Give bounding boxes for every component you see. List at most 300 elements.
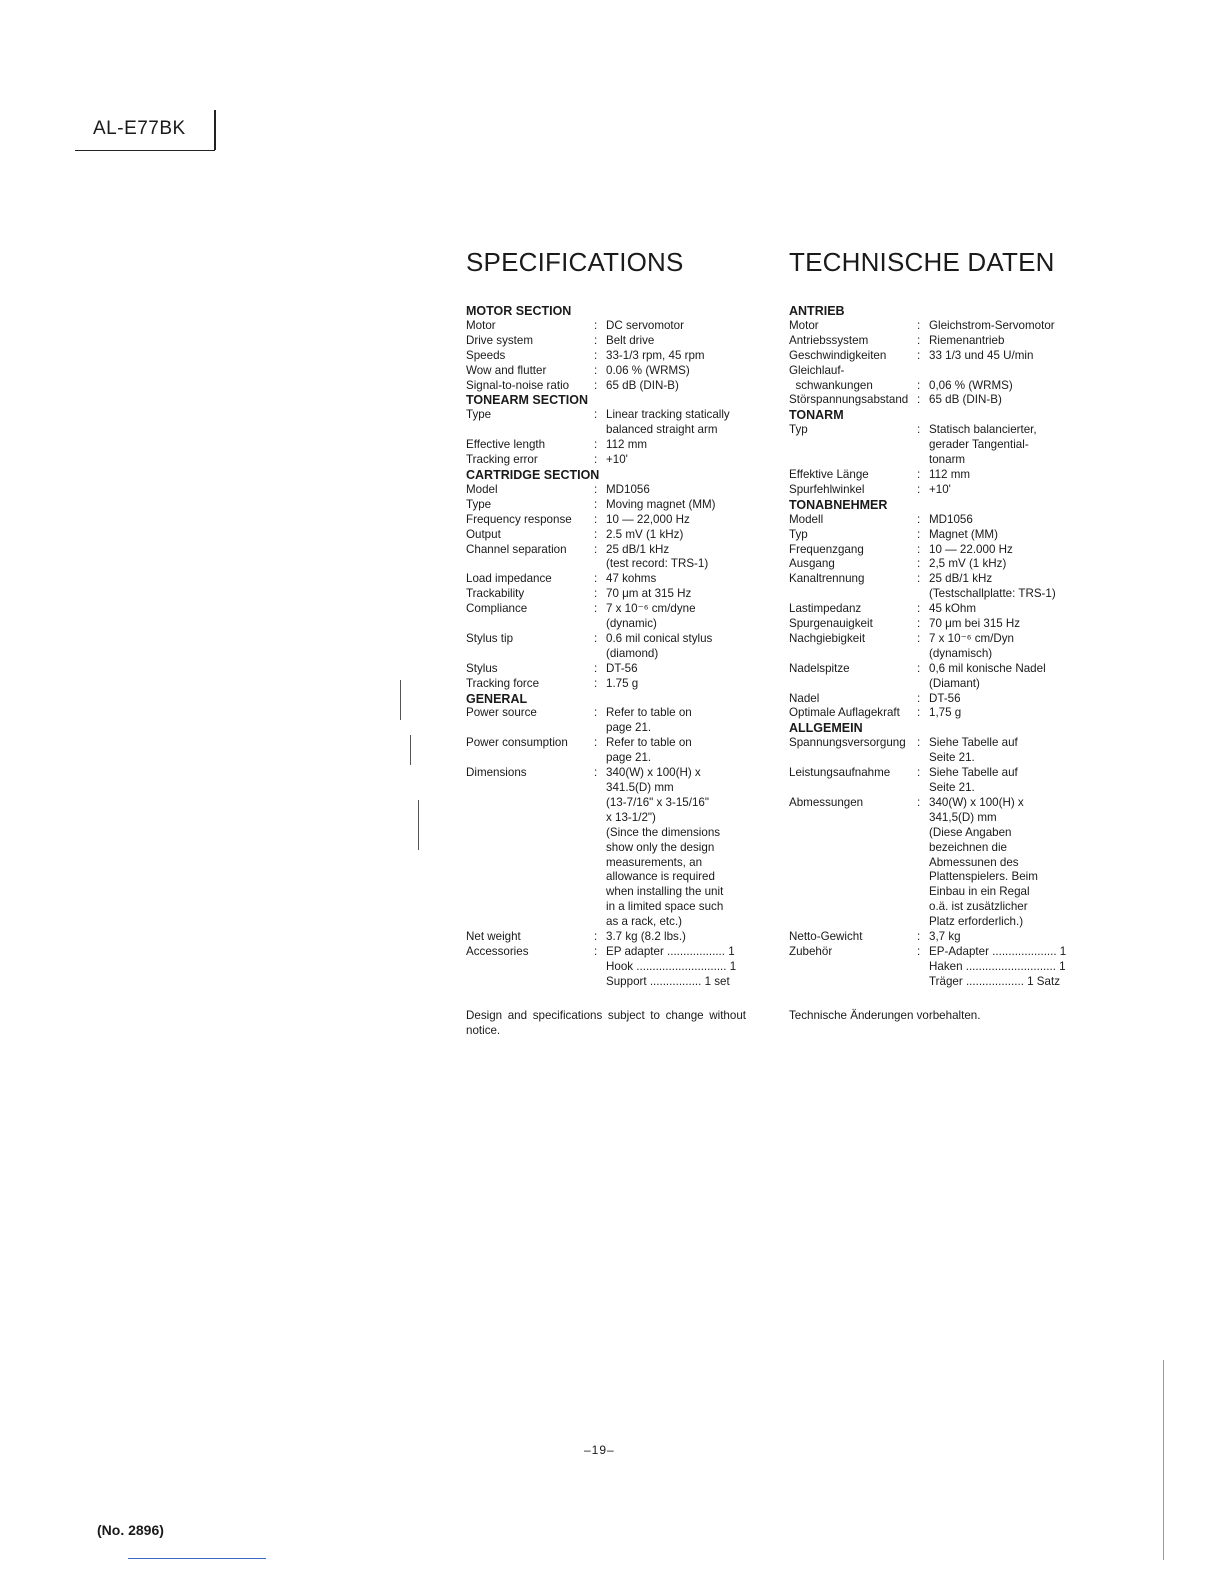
spec-label: Output (466, 527, 501, 541)
spec-separator: : (594, 661, 598, 675)
spec-value (929, 528, 1079, 543)
spec-separator: : (917, 512, 921, 526)
spec-separator: : (594, 348, 598, 362)
spec-row (466, 319, 756, 334)
spec-value-line: Träger .................. 1 Satz (929, 974, 1061, 988)
spec-value-line: (dynamic) (606, 617, 657, 631)
spec-separator: : (594, 512, 598, 526)
spec-separator: : (917, 617, 921, 631)
spec-value-line: 2.5 mV (1 kHz) (606, 527, 684, 541)
spec-value (929, 513, 1079, 528)
spec-label: schwankungen (789, 378, 873, 392)
spec-separator: : (594, 631, 598, 645)
spec-value (929, 468, 1079, 483)
spec-label: Type (466, 497, 492, 511)
spec-label: Lastimpedanz (789, 602, 862, 616)
spec-value-line: 33-1/3 rpm, 45 rpm (606, 348, 705, 362)
spec-value-line: Magnet (MM) (929, 527, 998, 541)
spec-value (929, 379, 1079, 394)
spec-separator: : (917, 944, 921, 958)
spec-value-line: 0,06 % (WRMS) (929, 378, 1013, 392)
spec-label: Drive system (466, 333, 533, 347)
spec-value (606, 543, 756, 573)
spec-separator: : (594, 318, 598, 332)
spec-separator: : (917, 557, 921, 571)
spec-value-line: 70 μm bei 315 Hz (929, 617, 1021, 631)
spec-value (929, 543, 1079, 558)
spec-row (789, 468, 1079, 483)
spec-value-line: 10 — 22.000 Hz (929, 542, 1013, 556)
spec-separator: : (917, 572, 921, 586)
spec-value-line: x 13-1/2") (606, 810, 656, 824)
spec-list-english (466, 304, 756, 990)
spec-row (466, 513, 756, 528)
spec-row (789, 617, 1079, 632)
spec-value-line: Plattenspielers. Beim (929, 870, 1038, 884)
spec-label: Effektive Länge (789, 467, 869, 481)
spec-value (606, 528, 756, 543)
spec-value-line: (diamond) (606, 646, 659, 660)
spec-row (466, 408, 756, 438)
spec-value-line: 112 mm (606, 438, 648, 452)
spec-label: Frequency response (466, 512, 572, 526)
spec-value-line: (Since the dimensions (606, 825, 721, 839)
spec-value-line: Belt drive (606, 333, 655, 347)
spec-label: Abmessungen (789, 795, 864, 809)
spec-row (466, 677, 756, 692)
spec-label: Netto-Gewicht (789, 930, 863, 944)
spec-value (606, 483, 756, 498)
spec-label: Typ (789, 423, 808, 437)
spec-separator: : (594, 587, 598, 601)
spec-list-german (789, 304, 1079, 990)
spec-label: Spurgenauigkeit (789, 617, 873, 631)
spec-value-line: tonarm (929, 453, 966, 467)
spec-label: Tracking error (466, 453, 538, 467)
spec-label: Gleichlauf- (789, 363, 845, 377)
spec-row (789, 706, 1079, 721)
spec-value-line: DC servomotor (606, 318, 684, 332)
spec-value (929, 393, 1079, 408)
spec-row (789, 736, 1079, 766)
spec-separator: : (594, 944, 598, 958)
spec-value-line: EP-Adapter .................... 1 (929, 944, 1067, 958)
spec-label: Effective length (466, 438, 546, 452)
spec-separator: : (594, 706, 598, 720)
section-heading: ALLGEMEIN (789, 721, 863, 736)
spec-row (789, 632, 1079, 662)
spec-value-line: 341.5(D) mm (606, 781, 674, 794)
spec-value-line: 65 dB (DIN-B) (606, 378, 679, 392)
spec-separator: : (594, 482, 598, 496)
spec-value-line: (Testschallplatte: TRS-1) (929, 587, 1056, 601)
spec-separator: : (917, 527, 921, 541)
spec-separator: : (917, 661, 921, 675)
spec-value-line: 47 kohms (606, 572, 657, 586)
spec-row (789, 483, 1079, 498)
spec-value (606, 319, 756, 334)
spec-label: Stylus (466, 661, 498, 675)
spec-label: Kanaltrennung (789, 572, 865, 586)
spec-value-line: DT-56 (929, 691, 961, 705)
spec-row (789, 334, 1079, 349)
spec-separator: : (594, 438, 598, 452)
spec-value (929, 692, 1079, 707)
spec-value (606, 498, 756, 513)
spec-value (929, 602, 1079, 617)
spec-label: Speeds (466, 348, 506, 362)
spec-value (929, 349, 1079, 364)
spec-row (789, 423, 1079, 468)
spec-separator: : (917, 378, 921, 392)
spec-row (789, 945, 1079, 990)
spec-separator: : (594, 602, 598, 616)
spec-value (929, 483, 1079, 498)
spec-value-line: 0.06 % (WRMS) (606, 363, 690, 377)
spec-value-line: (13-7/16" x 3-15/16" (606, 795, 709, 809)
spec-separator: : (594, 766, 598, 780)
technische-daten-title: TECHNISCHE DATEN (789, 247, 1055, 277)
spec-separator: : (594, 453, 598, 467)
spec-value-line: Platz erforderlich.) (929, 915, 1024, 929)
spec-row (789, 766, 1079, 796)
spec-separator: : (917, 691, 921, 705)
spec-value (606, 572, 756, 587)
spec-separator: : (917, 706, 921, 720)
spec-value (606, 930, 756, 945)
spec-separator: : (917, 467, 921, 481)
page-number: –19– (584, 1443, 615, 1457)
spec-separator: : (917, 318, 921, 332)
section-heading: MOTOR SECTION (466, 304, 572, 318)
spec-value-line: page 21. (606, 751, 652, 765)
spec-row (466, 945, 756, 990)
spec-value-line: balanced straight arm (606, 423, 718, 437)
spec-separator: : (917, 542, 921, 556)
spec-value (929, 423, 1079, 468)
spec-value-line: Refer to table on (606, 706, 692, 720)
section-heading: ANTRIEB (789, 304, 845, 318)
spec-value (929, 334, 1079, 349)
spec-value-line: o.ä. ist zusätzlicher (929, 900, 1028, 914)
spec-label: Modell (789, 512, 824, 526)
spec-row (789, 602, 1079, 617)
spec-row (789, 662, 1079, 692)
spec-row (466, 453, 756, 468)
spec-value (929, 796, 1079, 930)
spec-value (606, 662, 756, 677)
spec-value-line: 33 1/3 und 45 U/min (929, 348, 1034, 362)
spec-label: Power source (466, 706, 537, 720)
spec-value (606, 349, 756, 364)
spec-value-line: MD1056 (606, 482, 650, 496)
header-divider (214, 110, 216, 150)
spec-label: Geschwindigkeiten (789, 348, 887, 362)
spec-value-line: 341,5(D) mm (929, 810, 997, 824)
spec-value-line: 10 — 22,000 Hz (606, 512, 690, 526)
spec-label: Nadelspitze (789, 661, 850, 675)
spec-label: Antriebssystem (789, 333, 869, 347)
spec-separator: : (594, 363, 598, 377)
spec-label: Leistungsaufnahme (789, 766, 891, 780)
spec-separator: : (594, 408, 598, 422)
spec-label: Dimensions (466, 766, 527, 780)
model-header (75, 108, 215, 151)
spec-separator: : (594, 527, 598, 541)
spec-value (929, 930, 1079, 945)
spec-value-line: 7 x 10⁻⁶ cm/Dyn (929, 631, 1014, 645)
spec-value-line: (test record: TRS-1) (606, 557, 709, 571)
spec-value-line: 340(W) x 100(H) x (606, 766, 701, 780)
spec-row (789, 572, 1079, 602)
spec-value-line: gerader Tangential- (929, 438, 1029, 452)
spec-value (606, 706, 756, 736)
scan-mark (410, 735, 411, 765)
spec-value-line: +10' (606, 453, 628, 467)
spec-value-line: Hook ............................ 1 (606, 959, 737, 973)
spec-value (606, 334, 756, 349)
spec-separator: : (917, 393, 921, 407)
scan-mark (418, 800, 419, 850)
spec-row (466, 602, 756, 632)
spec-value-line: measurements, an (606, 855, 703, 869)
spec-row (466, 438, 756, 453)
specifications-column-german (789, 246, 1079, 1023)
spec-value-line: EP adapter .................. 1 (606, 944, 735, 958)
section-heading: TONABNEHMER (789, 497, 888, 512)
spec-value-line: (Diamant) (929, 676, 980, 690)
document-number: (No. 2896) (97, 1522, 164, 1538)
spec-value-line: allowance is required (606, 870, 715, 884)
spec-value (606, 766, 756, 930)
spec-value-line: page 21. (606, 721, 652, 735)
spec-value-line: Moving magnet (MM) (606, 497, 716, 511)
spec-row (466, 766, 756, 930)
spec-row (789, 557, 1079, 572)
spec-label: Nachgiebigkeit (789, 631, 866, 645)
spec-label: Type (466, 408, 492, 422)
section-heading: TONARM (789, 408, 844, 423)
spec-label: Trackability (466, 587, 525, 601)
spec-row (466, 662, 756, 677)
spec-value (606, 379, 756, 394)
scan-mark (400, 680, 401, 720)
specifications-title: SPECIFICATIONS (466, 247, 684, 277)
spec-value-line: 2,5 mV (1 kHz) (929, 557, 1007, 571)
spec-value-line: Riemenantrieb (929, 333, 1005, 347)
spec-row (789, 393, 1079, 408)
spec-value (929, 617, 1079, 632)
spec-value-line: 65 dB (DIN-B) (929, 393, 1002, 407)
spec-value (929, 736, 1079, 766)
spec-value-line: MD1056 (929, 512, 973, 526)
spec-value-line: 45 kOhm (929, 602, 977, 616)
spec-separator: : (594, 333, 598, 347)
spec-value-line: 340(W) x 100(H) x (929, 795, 1024, 809)
spec-label: Ausgang (789, 557, 835, 571)
spec-value (606, 408, 756, 438)
spec-value-line: Siehe Tabelle auf (929, 766, 1018, 780)
spec-label: Accessories (466, 944, 529, 958)
specifications-column-english (466, 246, 756, 1038)
spec-value-line: 25 dB/1 kHz (929, 572, 993, 586)
section-heading: TONEARM SECTION (466, 393, 588, 408)
spec-value-line: 0,6 mil konische Nadel (929, 661, 1046, 675)
spec-value-line: 70 μm at 315 Hz (606, 587, 692, 601)
spec-label: Störspannungsabstand (789, 393, 909, 407)
spec-row (466, 334, 756, 349)
spec-label: Power consumption (466, 736, 568, 750)
spec-value-line: 112 mm (929, 467, 971, 481)
spec-separator: : (917, 795, 921, 809)
section-heading: CARTRIDGE SECTION (466, 467, 600, 482)
spec-separator: : (917, 333, 921, 347)
spec-label: Zubehör (789, 944, 833, 958)
spec-value-line: Statisch balancierter, (929, 423, 1037, 437)
spec-value (929, 364, 1079, 379)
spec-value (606, 736, 756, 766)
spec-label: Spannungsversorgung (789, 736, 906, 750)
spec-label: Motor (789, 318, 819, 332)
spec-value-line: Gleichstrom-Servomotor (929, 318, 1055, 332)
spec-row (466, 349, 756, 364)
spec-value-line: 3.7 kg (8.2 lbs.) (606, 930, 686, 944)
scan-mark (1163, 1360, 1164, 1560)
spec-value-line: when installing the unit (606, 885, 724, 899)
spec-value (929, 319, 1079, 334)
spec-separator: : (594, 378, 598, 392)
spec-label: Compliance (466, 602, 528, 616)
spec-separator: : (917, 736, 921, 750)
spec-label: Motor (466, 318, 496, 332)
bottom-rule (128, 1558, 266, 1559)
spec-row (466, 543, 756, 573)
spec-note-german: Technische Änderungen vorbehalten. (789, 1008, 981, 1022)
spec-row (466, 498, 756, 513)
spec-value-line: as a rack, etc.) (606, 915, 683, 929)
spec-value-line: DT-56 (606, 661, 638, 675)
spec-value-line: (Diese Angaben (929, 825, 1012, 839)
spec-separator: : (917, 423, 921, 437)
spec-label: Load impedance (466, 572, 552, 586)
spec-row (466, 379, 756, 394)
spec-value (606, 677, 756, 692)
spec-value-line: Support ................ 1 set (606, 974, 730, 988)
spec-label: Stylus tip (466, 631, 514, 645)
spec-value (929, 572, 1079, 602)
spec-value-line: in a limited space such (606, 900, 724, 914)
spec-value-line: Refer to table on (606, 736, 692, 750)
spec-row (789, 513, 1079, 528)
spec-label: Optimale Auflagekraft (789, 706, 900, 720)
spec-row (789, 379, 1079, 394)
spec-separator: : (594, 736, 598, 750)
spec-label: Wow and flutter (466, 363, 547, 377)
spec-label: Frequenzgang (789, 542, 864, 556)
spec-value-line: (dynamisch) (929, 646, 993, 660)
spec-value (606, 587, 756, 602)
spec-value-line: 1,75 g (929, 706, 962, 720)
spec-value-line: 25 dB/1 kHz (606, 542, 670, 556)
spec-separator: : (917, 348, 921, 362)
spec-label: Tracking force (466, 676, 540, 690)
spec-separator: : (917, 930, 921, 944)
spec-row (466, 706, 756, 736)
spec-value (606, 513, 756, 528)
spec-value (606, 453, 756, 468)
spec-value-line: Haken ............................ 1 (929, 959, 1066, 973)
spec-value-line: Siehe Tabelle auf (929, 736, 1018, 750)
spec-value (606, 438, 756, 453)
spec-row (789, 319, 1079, 334)
spec-row (466, 528, 756, 543)
spec-row (466, 483, 756, 498)
spec-row (789, 930, 1079, 945)
spec-separator: : (594, 930, 598, 944)
spec-row (789, 543, 1079, 558)
spec-label: Channel separation (466, 542, 567, 556)
spec-note-english: Design and specifications subject to change without notice. (466, 1008, 746, 1037)
spec-row (466, 572, 756, 587)
spec-value-line: Einbau in ein Regal (929, 885, 1030, 899)
spec-value-line: 3,7 kg (929, 930, 961, 944)
spec-separator: : (917, 602, 921, 616)
spec-value-line: bezeichnen die (929, 840, 1007, 854)
spec-label: Model (466, 482, 498, 496)
spec-row (466, 587, 756, 602)
spec-separator: : (917, 631, 921, 645)
spec-value-line: 1.75 g (606, 676, 639, 690)
spec-row (789, 692, 1079, 707)
spec-row (466, 364, 756, 379)
model-number: AL-E77BK (93, 118, 186, 139)
spec-row (789, 364, 1079, 379)
spec-separator: : (594, 497, 598, 511)
spec-row (466, 736, 756, 766)
spec-value-line: Seite 21. (929, 751, 975, 765)
spec-label: Nadel (789, 691, 820, 705)
spec-value (606, 602, 756, 632)
spec-separator: : (917, 482, 921, 496)
spec-value-line: show only the design (606, 840, 715, 854)
spec-value (929, 557, 1079, 572)
spec-value-line: 0.6 mil conical stylus (606, 631, 713, 645)
spec-value (606, 364, 756, 379)
spec-row (466, 930, 756, 945)
spec-value-line: Seite 21. (929, 781, 975, 794)
spec-label: Net weight (466, 930, 521, 944)
spec-label: Spurfehlwinkel (789, 482, 865, 496)
spec-label: Signal-to-noise ratio (466, 378, 570, 392)
spec-label: Typ (789, 527, 808, 541)
spec-separator: : (594, 542, 598, 556)
spec-value-line: +10' (929, 482, 951, 496)
spec-value (929, 632, 1079, 662)
spec-separator: : (594, 572, 598, 586)
spec-separator: : (594, 676, 598, 690)
spec-value (929, 945, 1079, 990)
spec-value (606, 945, 756, 990)
spec-row (789, 349, 1079, 364)
spec-value-line: Linear tracking statically (606, 408, 730, 422)
spec-value-line: 7 x 10⁻⁶ cm/dyne (606, 602, 696, 616)
spec-value (929, 662, 1079, 692)
spec-separator (917, 364, 929, 379)
spec-value (929, 706, 1079, 721)
section-heading: GENERAL (466, 691, 528, 706)
spec-value (606, 632, 756, 662)
spec-row (789, 796, 1079, 930)
